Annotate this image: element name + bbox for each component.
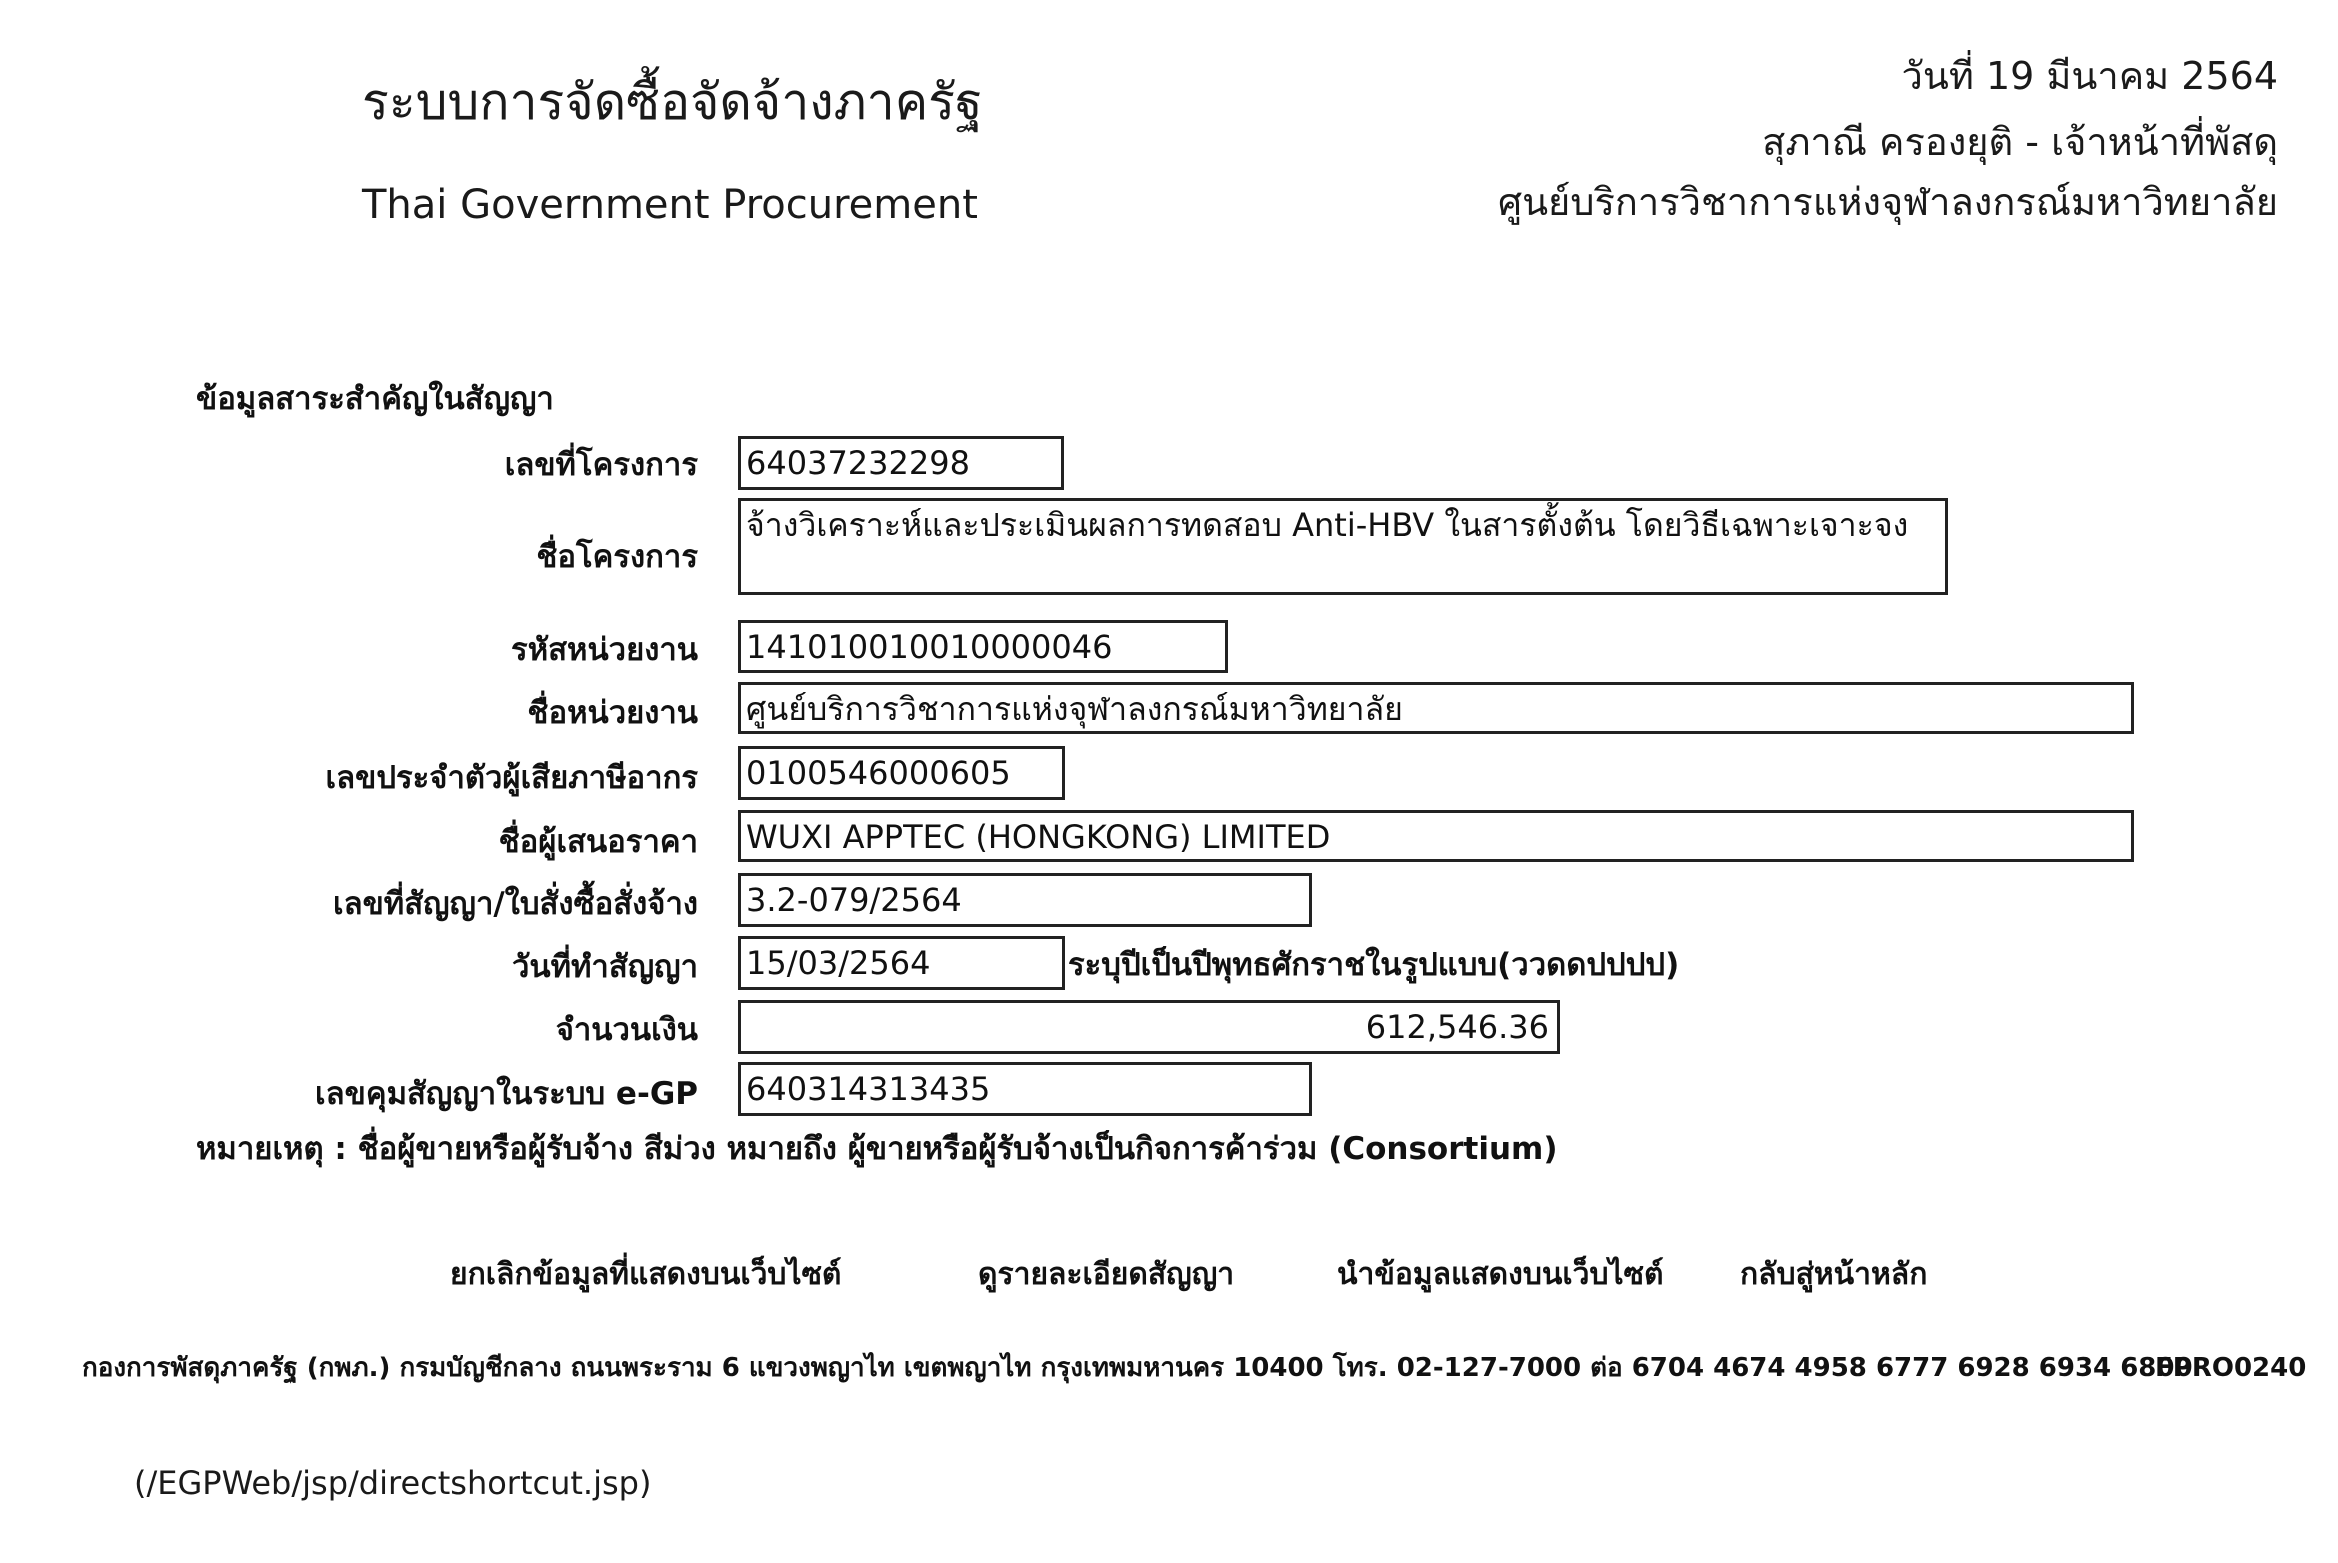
note-highlight: สีม่วง bbox=[643, 1131, 716, 1167]
dept-code-label: รหัสหน่วยงาน bbox=[511, 632, 698, 668]
bidder-name-field[interactable]: WUXI APPTEC (HONGKONG) LIMITED bbox=[738, 810, 2134, 862]
egp-no-label: เลขคุมสัญญาในระบบ e-GP bbox=[315, 1076, 698, 1112]
contract-date-label: วันที่ทำสัญญา bbox=[511, 949, 698, 985]
consortium-note bbox=[196, 1128, 1558, 1170]
project-no-field[interactable]: 64037232298 bbox=[738, 436, 1064, 490]
dept-name-label: ชื่อหน่วยงาน bbox=[527, 695, 698, 731]
amount-field[interactable]: 612,546.36 bbox=[738, 1000, 1560, 1054]
egp-no-field[interactable]: 640314313435 bbox=[738, 1062, 1312, 1116]
header-date: วันที่ 19 มีนาคม 2564 bbox=[1901, 54, 2278, 98]
tax-id-label: เลขประจำตัวผู้เสียภาษีอากร bbox=[325, 760, 698, 796]
tax-id-field[interactable]: 0100546000605 bbox=[738, 746, 1065, 800]
header-organization: ศูนย์บริการวิชาการแห่งจุฬาลงกรณ์มหาวิทยาลัย bbox=[1497, 180, 2278, 224]
contract-date-field[interactable]: 15/03/2564 bbox=[738, 936, 1065, 990]
contract-no-field[interactable]: 3.2-079/2564 bbox=[738, 873, 1312, 927]
bidder-name-label: ชื่อผู้เสนอราคา bbox=[498, 824, 698, 860]
app-title-english: Thai Government Procurement bbox=[362, 182, 978, 228]
project-name-field[interactable]: จ้างวิเคราะห์และประเมินผลการทดสอบ Anti-HBV ในสารตั้งต้น โดยวิธีเฉพาะเจาะจง bbox=[738, 498, 1948, 595]
cancel-website-data-link[interactable]: ยกเลิกข้อมูลที่แสดงบนเว็บไซต์ bbox=[450, 1257, 842, 1292]
note-prefix: หมายเหตุ : ชื่อผู้ขายหรือผู้รับจ้าง bbox=[196, 1131, 644, 1167]
contract-date-hint: ระบุปีเป็นปีพุทธศักราชในรูปแบบ(ววดดปปปป) bbox=[1068, 947, 1680, 983]
footer-address: กองการพัสดุภาครัฐ (กพภ.) กรมบัญชีกลาง ถนนพระราม 6 แขวงพญาไท เขตพญาไท กรุงเทพมหานคร 10400 โทร. 02-127-7000 ต่อ 6704 4674 4958 6777 6928 6934 6800 bbox=[82, 1353, 2193, 1383]
header-user: สุภาณี ครองยุติ - เจ้าหน้าที่พัสดุ bbox=[1762, 120, 2278, 164]
page-url: (/EGPWeb/jsp/directshortcut.jsp) bbox=[134, 1464, 652, 1502]
publish-to-website-link[interactable]: นำข้อมูลแสดงบนเว็บไซต์ bbox=[1337, 1257, 1664, 1292]
dept-code-field[interactable]: 141010010010000046 bbox=[738, 620, 1228, 673]
footer-page-code: FPRO0240 bbox=[2155, 1353, 2307, 1383]
back-to-home-link[interactable]: กลับสู่หน้าหลัก bbox=[1740, 1257, 1928, 1292]
section-title: ข้อมูลสาระสำคัญในสัญญา bbox=[196, 381, 554, 417]
app-title-thai: ระบบการจัดซื้อจัดจ้างภาครัฐ bbox=[362, 73, 983, 131]
dept-name-field[interactable]: ศูนย์บริการวิชาการแห่งจุฬาลงกรณ์มหาวิทยาลัย bbox=[738, 682, 2134, 734]
amount-label: จำนวนเงิน bbox=[555, 1012, 698, 1048]
project-name-label: ชื่อโครงการ bbox=[536, 539, 698, 575]
project-no-label: เลขที่โครงการ bbox=[504, 447, 698, 483]
view-contract-details-link[interactable]: ดูรายละเอียดสัญญา bbox=[978, 1257, 1235, 1292]
note-suffix: หมายถึง ผู้ขายหรือผู้รับจ้างเป็นกิจการค้าร่วม (Consortium) bbox=[715, 1131, 1558, 1167]
contract-no-label: เลขที่สัญญา/ใบสั่งซื้อสั่งจ้าง bbox=[333, 886, 698, 922]
